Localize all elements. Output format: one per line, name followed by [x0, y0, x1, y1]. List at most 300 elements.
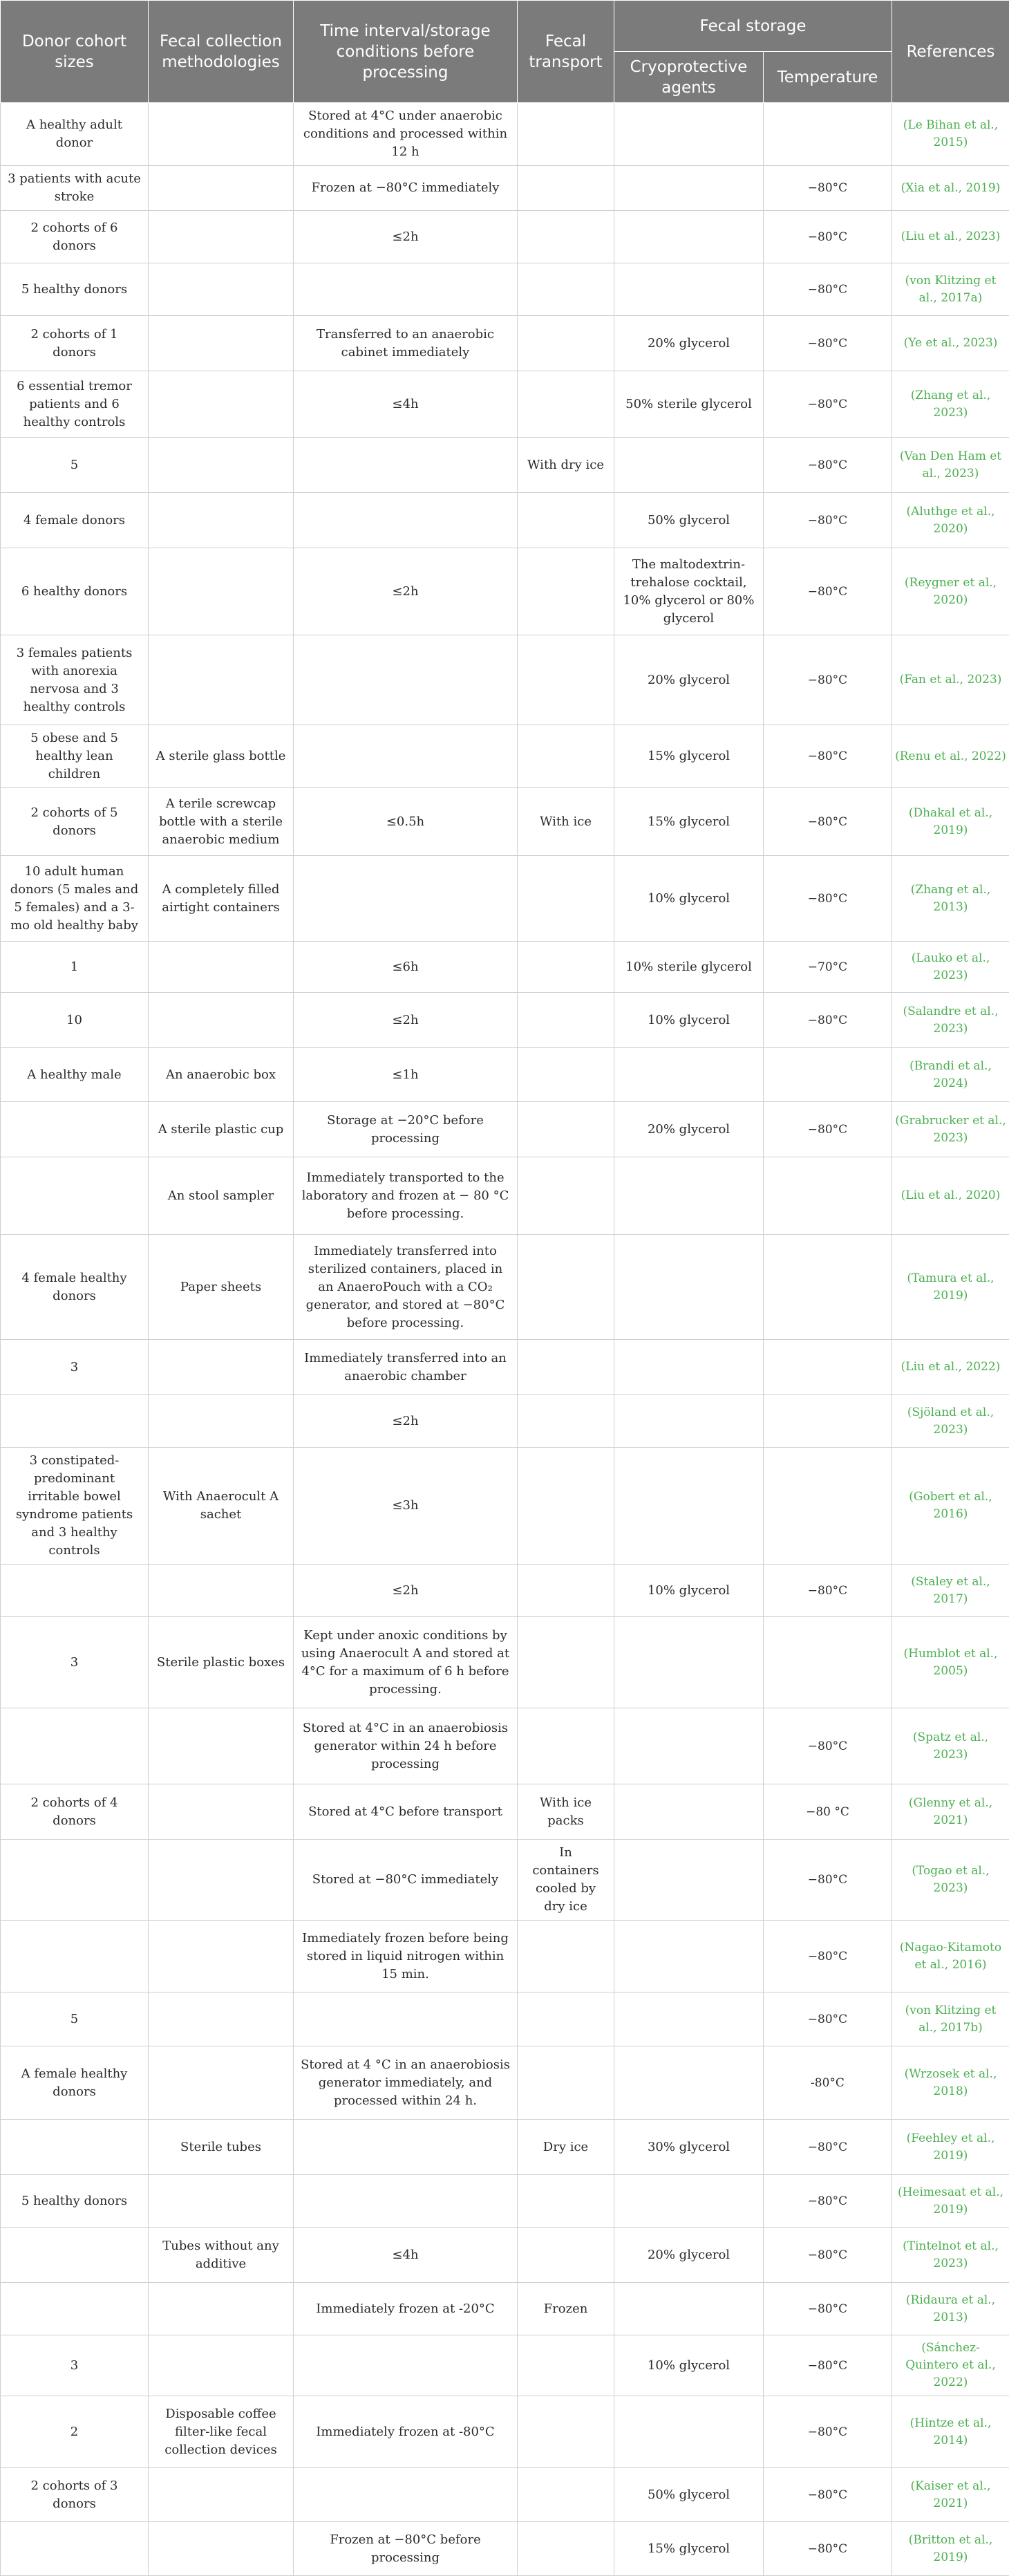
cell-storage-interval [294, 635, 518, 725]
cell-collection-method [149, 1395, 294, 1448]
cell-reference[interactable]: (Xia et al., 2019) [892, 166, 1009, 211]
cell-temperature: −80°C [764, 2283, 892, 2335]
cell-donor-cohort-size: 2 cohorts of 6 donors [1, 211, 149, 263]
cell-reference[interactable]: (Salandre et al., 2023) [892, 993, 1009, 1048]
cell-reference[interactable]: (Reygner et al., 2020) [892, 548, 1009, 635]
cell-storage-interval: Immediately frozen at -80°C [294, 2396, 518, 2468]
cell-temperature [764, 1340, 892, 1395]
cell-donor-cohort-size [1, 2120, 149, 2175]
cell-fecal-transport [518, 2046, 614, 2120]
cell-donor-cohort-size: 5 [1, 438, 149, 493]
cell-temperature: −80°C [764, 993, 892, 1048]
cell-cryoprotective-agent [614, 1921, 764, 1992]
cell-cryoprotective-agent [614, 166, 764, 211]
cell-donor-cohort-size: 2 cohorts of 5 donors [1, 788, 149, 856]
cell-cryoprotective-agent: 15% glycerol [614, 788, 764, 856]
cell-collection-method [149, 1784, 294, 1840]
table-body [1, 103, 1009, 2576]
cell-fecal-transport [518, 1992, 614, 2046]
cell-storage-interval: ≤2h [294, 993, 518, 1048]
cell-reference[interactable]: (Ye et al., 2023) [892, 316, 1009, 371]
cell-cryoprotective-agent [614, 1840, 764, 1921]
cell-donor-cohort-size: 2 [1, 2396, 149, 2468]
cell-cryoprotective-agent [614, 1617, 764, 1708]
cell-storage-interval [294, 493, 518, 548]
cell-collection-method [149, 2335, 294, 2396]
table-row [1, 2120, 1009, 2175]
cell-fecal-transport [518, 263, 614, 316]
table-row [1, 438, 1009, 493]
cell-storage-interval: ≤3h [294, 1448, 518, 1565]
cell-donor-cohort-size: 2 cohorts of 4 donors [1, 1784, 149, 1840]
cell-fecal-transport [518, 2335, 614, 2396]
cell-temperature: −80°C [764, 548, 892, 635]
cell-temperature: −80°C [764, 493, 892, 548]
cell-temperature: −80°C [764, 371, 892, 438]
cell-collection-method [149, 942, 294, 993]
cell-temperature: −80°C [764, 2396, 892, 2468]
cell-storage-interval: ≤1h [294, 1048, 518, 1102]
cell-donor-cohort-size: 10 adult human donors (5 males and 5 females) and a 3-mo old healthy baby [1, 856, 149, 942]
cell-donor-cohort-size: A healthy adult donor [1, 103, 149, 166]
cell-reference[interactable]: (Glenny et al., 2021) [892, 1784, 1009, 1840]
cell-cryoprotective-agent: 15% glycerol [614, 2522, 764, 2576]
cell-donor-cohort-size: 10 [1, 993, 149, 1048]
cell-cryoprotective-agent: 10% glycerol [614, 1565, 764, 1617]
cell-fecal-transport [518, 2228, 614, 2283]
cell-reference[interactable]: (Heimesaat et al., 2019) [892, 2175, 1009, 2228]
cell-temperature: −80 °C [764, 1784, 892, 1840]
cell-reference[interactable]: (Tintelnot et al., 2023) [892, 2228, 1009, 2283]
cell-donor-cohort-size: 3 [1, 1617, 149, 1708]
cell-collection-method [149, 371, 294, 438]
cell-storage-interval: ≤4h [294, 2228, 518, 2283]
cell-cryoprotective-agent: 50% glycerol [614, 493, 764, 548]
table-row [1, 263, 1009, 316]
table-row [1, 1448, 1009, 1565]
cell-donor-cohort-size [1, 2283, 149, 2335]
cell-collection-method [149, 2046, 294, 2120]
table-row [1, 1617, 1009, 1708]
cell-fecal-transport [518, 493, 614, 548]
cell-temperature: −70°C [764, 942, 892, 993]
table-row [1, 1992, 1009, 2046]
table-row [1, 1048, 1009, 1102]
cell-temperature: −80°C [764, 788, 892, 856]
cell-storage-interval: Stored at 4°C under anaerobic conditions and processed within 12 h [294, 103, 518, 166]
cell-cryoprotective-agent: 20% glycerol [614, 635, 764, 725]
cell-temperature: −80°C [764, 1708, 892, 1784]
table-row [1, 316, 1009, 371]
cell-fecal-transport [518, 316, 614, 371]
cell-temperature [764, 1395, 892, 1448]
header-fecal-storage: Fecal storage [614, 1, 892, 52]
cell-fecal-transport [518, 942, 614, 993]
cell-temperature [764, 1157, 892, 1235]
cell-fecal-transport [518, 1708, 614, 1784]
cell-fecal-transport [518, 1340, 614, 1395]
cell-temperature: −80°C [764, 263, 892, 316]
cell-collection-method [149, 493, 294, 548]
cell-storage-interval [294, 2468, 518, 2522]
cell-reference[interactable]: (Ridaura et al., 2013) [892, 2283, 1009, 2335]
table-row [1, 942, 1009, 993]
cell-temperature: −80°C [764, 1565, 892, 1617]
cell-temperature [764, 1235, 892, 1340]
cell-donor-cohort-size [1, 1395, 149, 1448]
table-row [1, 1921, 1009, 1992]
cell-cryoprotective-agent: 30% glycerol [614, 2120, 764, 2175]
table-row [1, 2468, 1009, 2522]
cell-temperature: −80°C [764, 2522, 892, 2576]
table-row [1, 2522, 1009, 2576]
cell-collection-method [149, 438, 294, 493]
cell-donor-cohort-size: 3 females patients with anorexia nervosa and 3 healthy controls [1, 635, 149, 725]
cell-fecal-transport [518, 725, 614, 788]
cell-reference[interactable]: (Sjöland et al., 2023) [892, 1395, 1009, 1448]
cell-fecal-transport: Frozen [518, 2283, 614, 2335]
cell-collection-method: With Anaerocult A sachet [149, 1448, 294, 1565]
cell-temperature: −80°C [764, 438, 892, 493]
cell-donor-cohort-size: 6 essential tremor patients and 6 healthy controls [1, 371, 149, 438]
cell-fecal-transport [518, 2468, 614, 2522]
table-row [1, 2046, 1009, 2120]
header-time-interval: Time interval/storage conditions before processing [294, 1, 518, 103]
cell-fecal-transport [518, 1048, 614, 1102]
cell-donor-cohort-size: 3 [1, 1340, 149, 1395]
cell-reference[interactable]: (Britton et al., 2019) [892, 2522, 1009, 2576]
cell-cryoprotective-agent [614, 438, 764, 493]
cell-fecal-transport [518, 1448, 614, 1565]
cell-fecal-transport: With dry ice [518, 438, 614, 493]
cell-cryoprotective-agent [614, 1784, 764, 1840]
cell-cryoprotective-agent: 20% glycerol [614, 1102, 764, 1157]
cell-reference[interactable]: (Feehley et al., 2019) [892, 2120, 1009, 2175]
header-donor-cohort-sizes: Donor cohort sizes [1, 1, 149, 103]
cell-collection-method: A terile screwcap bottle with a sterile anaerobic medium [149, 788, 294, 856]
cell-collection-method: An stool sampler [149, 1157, 294, 1235]
cell-cryoprotective-agent [614, 1340, 764, 1395]
cell-cryoprotective-agent: 20% glycerol [614, 2228, 764, 2283]
cell-donor-cohort-size: 5 obese and 5 healthy lean children [1, 725, 149, 788]
table-row [1, 371, 1009, 438]
cell-storage-interval [294, 263, 518, 316]
cell-fecal-transport [518, 1565, 614, 1617]
table-row [1, 1708, 1009, 1784]
cell-temperature: −80°C [764, 166, 892, 211]
cell-cryoprotective-agent: 10% glycerol [614, 2335, 764, 2396]
cell-reference[interactable]: (Wrzosek et al., 2018) [892, 2046, 1009, 2120]
cell-reference[interactable]: (Sánchez-Quintero et al., 2022) [892, 2335, 1009, 2396]
cell-storage-interval: ≤2h [294, 1565, 518, 1617]
cell-collection-method: Sterile plastic boxes [149, 1617, 294, 1708]
table-row [1, 788, 1009, 856]
cell-collection-method: Disposable coffee filter-like fecal collection devices [149, 2396, 294, 2468]
cell-collection-method: An anaerobic box [149, 1048, 294, 1102]
cell-donor-cohort-size [1, 1565, 149, 1617]
cell-reference[interactable]: (Van Den Ham et al., 2023) [892, 438, 1009, 493]
cell-cryoprotective-agent [614, 2396, 764, 2468]
cell-donor-cohort-size [1, 1102, 149, 1157]
table-row [1, 1157, 1009, 1235]
cell-storage-interval: ≤0.5h [294, 788, 518, 856]
table-row [1, 1565, 1009, 1617]
cell-collection-method [149, 1992, 294, 2046]
cell-collection-method [149, 993, 294, 1048]
cell-reference[interactable]: (Staley et al., 2017) [892, 1565, 1009, 1617]
table-row [1, 2283, 1009, 2335]
cell-cryoprotective-agent: 10% glycerol [614, 993, 764, 1048]
cell-storage-interval: ≤2h [294, 548, 518, 635]
cell-collection-method [149, 166, 294, 211]
cell-temperature: −80°C [764, 2228, 892, 2283]
cell-donor-cohort-size: 3 constipated-predominant irritable bowel syndrome patients and 3 healthy controls [1, 1448, 149, 1565]
cell-reference[interactable]: (Gobert et al., 2016) [892, 1448, 1009, 1565]
cell-fecal-transport [518, 2175, 614, 2228]
header-fecal-transport: Fecal transport [518, 1, 614, 103]
cell-cryoprotective-agent [614, 2175, 764, 2228]
cell-collection-method [149, 2468, 294, 2522]
table-row [1, 856, 1009, 942]
cell-storage-interval: Frozen at −80°C before processing [294, 2522, 518, 2576]
cell-donor-cohort-size [1, 1840, 149, 1921]
table-row [1, 166, 1009, 211]
cell-fecal-transport [518, 1617, 614, 1708]
cell-temperature [764, 103, 892, 166]
table-row [1, 1340, 1009, 1395]
cell-collection-method [149, 263, 294, 316]
table-row [1, 1840, 1009, 1921]
cell-donor-cohort-size: 3 [1, 2335, 149, 2396]
cell-collection-method [149, 635, 294, 725]
cell-collection-method [149, 2522, 294, 2576]
cell-reference[interactable]: (Aluthge et al., 2020) [892, 493, 1009, 548]
cell-donor-cohort-size: A female healthy donors [1, 2046, 149, 2120]
table-header [1, 1, 1009, 103]
cell-storage-interval: Immediately transferred into sterilized containers, placed in an AnaeroPouch with a CO₂ generator, and stored at −80°C before processing. [294, 1235, 518, 1340]
cell-donor-cohort-size: 5 healthy donors [1, 2175, 149, 2228]
table-row [1, 2396, 1009, 2468]
table-row [1, 493, 1009, 548]
header-temperature: Temperature [764, 52, 892, 103]
cell-reference[interactable]: (Liu et al., 2020) [892, 1157, 1009, 1235]
cell-collection-method: A completely filled airtight containers [149, 856, 294, 942]
cell-reference[interactable]: (Grabrucker et al., 2023) [892, 1102, 1009, 1157]
cell-donor-cohort-size: 2 cohorts of 3 donors [1, 2468, 149, 2522]
cell-collection-method [149, 103, 294, 166]
cell-donor-cohort-size: 6 healthy donors [1, 548, 149, 635]
cell-collection-method: A sterile plastic cup [149, 1102, 294, 1157]
cell-storage-interval: Frozen at −80°C immediately [294, 166, 518, 211]
cell-temperature: −80°C [764, 856, 892, 942]
table-row [1, 635, 1009, 725]
cell-collection-method [149, 548, 294, 635]
cell-temperature: −80°C [764, 1102, 892, 1157]
cell-storage-interval: ≤4h [294, 371, 518, 438]
cell-cryoprotective-agent [614, 1992, 764, 2046]
cell-storage-interval: Stored at −80°C immediately [294, 1840, 518, 1921]
cell-temperature [764, 1448, 892, 1565]
cell-reference[interactable]: (Hintze et al., 2014) [892, 2396, 1009, 2468]
cell-reference[interactable]: (Humblot et al., 2005) [892, 1617, 1009, 1708]
cell-fecal-transport [518, 1157, 614, 1235]
cell-collection-method [149, 1840, 294, 1921]
cell-fecal-transport [518, 1102, 614, 1157]
cell-collection-method [149, 1340, 294, 1395]
cell-temperature: −80°C [764, 316, 892, 371]
cell-cryoprotective-agent [614, 1235, 764, 1340]
cell-reference[interactable]: (Tamura et al., 2019) [892, 1235, 1009, 1340]
cell-donor-cohort-size [1, 1708, 149, 1784]
table-row [1, 1235, 1009, 1340]
cell-reference[interactable]: (Nagao-Kitamoto et al., 2016) [892, 1921, 1009, 1992]
table-row [1, 548, 1009, 635]
table-row [1, 2228, 1009, 2283]
cell-cryoprotective-agent [614, 1708, 764, 1784]
cell-donor-cohort-size: 1 [1, 942, 149, 993]
cell-fecal-transport [518, 1235, 614, 1340]
cell-cryoprotective-agent [614, 1395, 764, 1448]
table-row [1, 2335, 1009, 2396]
cell-temperature [764, 1048, 892, 1102]
cell-temperature: −80°C [764, 2175, 892, 2228]
cell-fecal-transport [518, 856, 614, 942]
cell-storage-interval: Immediately transported to the laboratory and frozen at − 80 °C before processing. [294, 1157, 518, 1235]
cell-collection-method [149, 1565, 294, 1617]
cell-temperature [764, 1617, 892, 1708]
cell-fecal-transport [518, 371, 614, 438]
cell-temperature: −80°C [764, 2468, 892, 2522]
cell-storage-interval: Stored at 4°C before transport [294, 1784, 518, 1840]
cell-donor-cohort-size: A healthy male [1, 1048, 149, 1102]
cell-cryoprotective-agent [614, 1048, 764, 1102]
cell-temperature: −80°C [764, 725, 892, 788]
cell-cryoprotective-agent [614, 2046, 764, 2120]
cell-temperature: -80°C [764, 2046, 892, 2120]
cell-donor-cohort-size: 4 female healthy donors [1, 1235, 149, 1340]
cell-cryoprotective-agent: 15% glycerol [614, 725, 764, 788]
cell-collection-method [149, 1921, 294, 1992]
cell-reference[interactable]: (Togao et al., 2023) [892, 1840, 1009, 1921]
cell-temperature: −80°C [764, 2335, 892, 2396]
cell-donor-cohort-size [1, 1157, 149, 1235]
cell-reference[interactable]: (Le Bihan et al., 2015) [892, 103, 1009, 166]
cell-collection-method [149, 2175, 294, 2228]
table-row [1, 725, 1009, 788]
cell-reference[interactable]: (Zhang et al., 2023) [892, 371, 1009, 438]
cell-reference[interactable]: (Spatz et al., 2023) [892, 1708, 1009, 1784]
cell-reference[interactable]: (von Klitzing et al., 2017a) [892, 263, 1009, 316]
cell-storage-interval: ≤2h [294, 1395, 518, 1448]
cell-donor-cohort-size: 5 [1, 1992, 149, 2046]
table-row [1, 103, 1009, 166]
cell-collection-method: A sterile glass bottle [149, 725, 294, 788]
cell-cryoprotective-agent [614, 263, 764, 316]
table-row [1, 2175, 1009, 2228]
cell-collection-method [149, 316, 294, 371]
cell-reference[interactable]: (Fan et al., 2023) [892, 635, 1009, 725]
header-references: References [892, 1, 1009, 103]
cell-fecal-transport: In containers cooled by dry ice [518, 1840, 614, 1921]
cell-reference[interactable]: (Liu et al., 2023) [892, 211, 1009, 263]
cell-fecal-transport [518, 635, 614, 725]
cell-temperature: −80°C [764, 1840, 892, 1921]
cell-collection-method [149, 1708, 294, 1784]
cell-storage-interval [294, 2335, 518, 2396]
cell-cryoprotective-agent [614, 2283, 764, 2335]
cell-reference[interactable]: (Dhakal et al., 2019) [892, 788, 1009, 856]
cell-cryoprotective-agent [614, 1157, 764, 1235]
cell-fecal-transport [518, 1395, 614, 1448]
cell-fecal-transport [518, 166, 614, 211]
cell-storage-interval [294, 438, 518, 493]
cell-storage-interval [294, 2120, 518, 2175]
cell-cryoprotective-agent: 20% glycerol [614, 316, 764, 371]
cell-fecal-transport [518, 2396, 614, 2468]
cell-storage-interval: Stored at 4 °C in an anaerobiosis generator immediately, and processed within 24 h. [294, 2046, 518, 2120]
cell-cryoprotective-agent: 50% glycerol [614, 2468, 764, 2522]
cell-fecal-transport: With ice [518, 788, 614, 856]
cell-temperature: −80°C [764, 2120, 892, 2175]
cell-storage-interval: Storage at −20°C before processing [294, 1102, 518, 1157]
cell-temperature: −80°C [764, 635, 892, 725]
cell-reference[interactable]: (Renu et al., 2022) [892, 725, 1009, 788]
cell-cryoprotective-agent: The maltodextrin-trehalose cocktail, 10% glycerol or 80% glycerol [614, 548, 764, 635]
cell-fecal-transport [518, 1921, 614, 1992]
cell-storage-interval: Transferred to an anaerobic cabinet immediately [294, 316, 518, 371]
cell-donor-cohort-size [1, 1921, 149, 1992]
cell-donor-cohort-size: 5 healthy donors [1, 263, 149, 316]
cell-temperature: −80°C [764, 1921, 892, 1992]
cell-fecal-transport [518, 211, 614, 263]
table-row [1, 1102, 1009, 1157]
cell-collection-method: Tubes without any additive [149, 2228, 294, 2283]
cell-storage-interval [294, 856, 518, 942]
cell-storage-interval: Immediately frozen before being stored in liquid nitrogen within 15 min. [294, 1921, 518, 1992]
cell-donor-cohort-size: 4 female donors [1, 493, 149, 548]
cell-fecal-transport: With ice packs [518, 1784, 614, 1840]
table-row [1, 1784, 1009, 1840]
cell-cryoprotective-agent [614, 1448, 764, 1565]
cell-reference[interactable]: (von Klitzing et al., 2017b) [892, 1992, 1009, 2046]
cell-temperature: −80°C [764, 1992, 892, 2046]
cell-cryoprotective-agent: 10% sterile glycerol [614, 942, 764, 993]
cell-storage-interval: ≤6h [294, 942, 518, 993]
cell-reference[interactable]: (Liu et al., 2022) [892, 1340, 1009, 1395]
cell-storage-interval [294, 725, 518, 788]
cell-storage-interval: Immediately frozen at -20°C [294, 2283, 518, 2335]
cell-cryoprotective-agent: 10% glycerol [614, 856, 764, 942]
cell-donor-cohort-size: 2 cohorts of 1 donors [1, 316, 149, 371]
cell-reference[interactable]: (Brandi et al., 2024) [892, 1048, 1009, 1102]
cell-cryoprotective-agent: 50% sterile glycerol [614, 371, 764, 438]
cell-cryoprotective-agent [614, 103, 764, 166]
table-row [1, 1395, 1009, 1448]
table-row [1, 211, 1009, 263]
cell-reference[interactable]: (Zhang et al., 2013) [892, 856, 1009, 942]
cell-collection-method [149, 211, 294, 263]
header-cryoprotective-agents: Cryoprotective agents [614, 52, 764, 103]
cell-collection-method: Sterile tubes [149, 2120, 294, 2175]
cell-cryoprotective-agent [614, 211, 764, 263]
cell-storage-interval [294, 2175, 518, 2228]
cell-donor-cohort-size [1, 2522, 149, 2576]
cell-collection-method [149, 2283, 294, 2335]
cell-reference[interactable]: (Lauko et al., 2023) [892, 942, 1009, 993]
cell-collection-method: Paper sheets [149, 1235, 294, 1340]
cell-reference[interactable]: (Kaiser et al., 2021) [892, 2468, 1009, 2522]
cell-fecal-transport [518, 993, 614, 1048]
